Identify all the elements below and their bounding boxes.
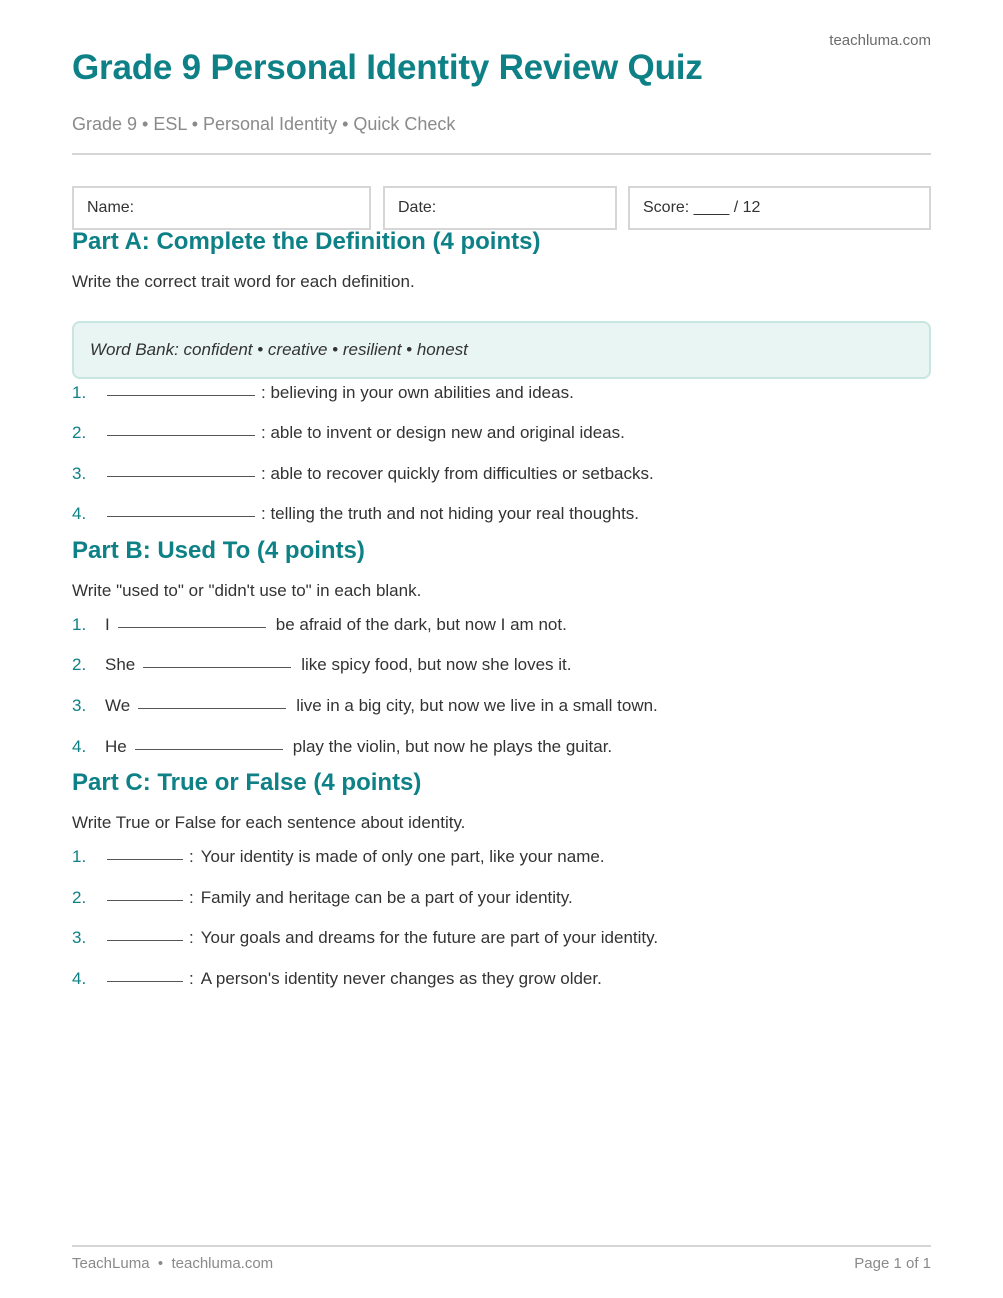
name-field[interactable] [72,186,371,230]
question-subject: I [105,615,110,634]
answer-blank[interactable] [118,627,266,628]
name-label: Name: [87,199,135,216]
part-c-question [72,969,602,989]
question-number: 4. [72,969,87,988]
question-text: Family and heritage can be a part of your identity. [200,888,573,907]
question-text: be afraid of the dark, but now I am not. [275,615,567,634]
score-label: Score: ____ / 12 [643,199,761,216]
separator: : [189,928,194,947]
date-field[interactable] [383,186,617,230]
question-number: 2. [72,888,87,907]
part-b-question [72,737,612,757]
question-text: like spicy food, but now she loves it. [301,655,572,674]
answer-blank[interactable] [143,667,291,668]
separator: : [189,847,194,866]
question-number: 3. [72,928,87,947]
part-b-title: Part B: Used To (4 points) [72,537,365,564]
question-number: 2. [72,655,87,674]
question-text: play the violin, but now he plays the guitar. [292,737,613,756]
answer-blank[interactable] [135,749,283,750]
word-bank [72,321,931,379]
part-b-question [72,615,567,635]
separator: : [189,969,194,988]
question-number: 1. [72,383,87,402]
answer-blank[interactable] [107,940,183,941]
part-a-title: Part A: Complete the Definition (4 points) [72,228,541,255]
question-number: 1. [72,847,87,866]
question-number: 4. [72,737,87,756]
question-number: 1. [72,615,87,634]
question-text: A person's identity never changes as they grow older. [200,969,602,988]
part-c-title: Part C: True or False (4 points) [72,769,422,796]
question-number: 2. [72,423,87,442]
answer-blank[interactable] [107,859,183,860]
question-number: 3. [72,464,87,483]
part-c-question [72,888,573,908]
question-number: 4. [72,504,87,523]
question-text: : believing in your own abilities and ideas. [261,383,574,402]
question-text: Your identity is made of only one part, like your name. [200,847,605,866]
footer-brand: TeachLuma • teachluma.com [72,1255,274,1272]
answer-blank[interactable] [107,981,183,982]
part-a-question [72,423,625,443]
part-a-instruction: Write the correct trait word for each definition. [72,272,415,291]
separator: : [189,888,194,907]
question-number: 3. [72,696,87,715]
question-text: : telling the truth and not hiding your real thoughts. [261,504,640,523]
question-subject: She [105,655,136,674]
part-c-instruction: Write True or False for each sentence about identity. [72,813,466,832]
question-subject: We [105,696,131,715]
page-subtitle: Grade 9 • ESL • Personal Identity • Quick Check [72,114,456,134]
page-title: Grade 9 Personal Identity Review Quiz [72,48,703,87]
part-b-instruction: Write "used to" or "didn't use to" in each blank. [72,581,422,600]
part-c-question [72,847,605,867]
part-b-question [72,655,572,675]
answer-blank[interactable] [138,708,286,709]
part-a-question [72,504,639,524]
page-number: Page 1 of 1 [854,1255,931,1272]
question-text: live in a big city, but now we live in a small town. [296,696,658,715]
answer-blank[interactable] [107,476,255,477]
answer-blank[interactable] [107,516,255,517]
part-a-question [72,464,654,484]
answer-blank[interactable] [107,900,183,901]
answer-blank[interactable] [107,395,255,396]
date-label: Date: [398,199,437,216]
part-b-question [72,696,658,716]
question-text: : able to recover quickly from difficulties or setbacks. [261,464,654,483]
header-divider [72,153,931,155]
word-bank-text: Word Bank: confident • creative • resilient • honest [90,340,468,359]
part-a-question [72,383,574,403]
answer-blank[interactable] [107,435,255,436]
question-subject: He [105,737,127,756]
score-field[interactable] [628,186,931,230]
question-text: : able to invent or design new and original ideas. [261,423,625,442]
footer-divider [72,1245,931,1247]
brand-link: teachluma.com [829,32,931,49]
question-text: Your goals and dreams for the future are part of your identity. [200,928,659,947]
part-c-question [72,928,658,948]
